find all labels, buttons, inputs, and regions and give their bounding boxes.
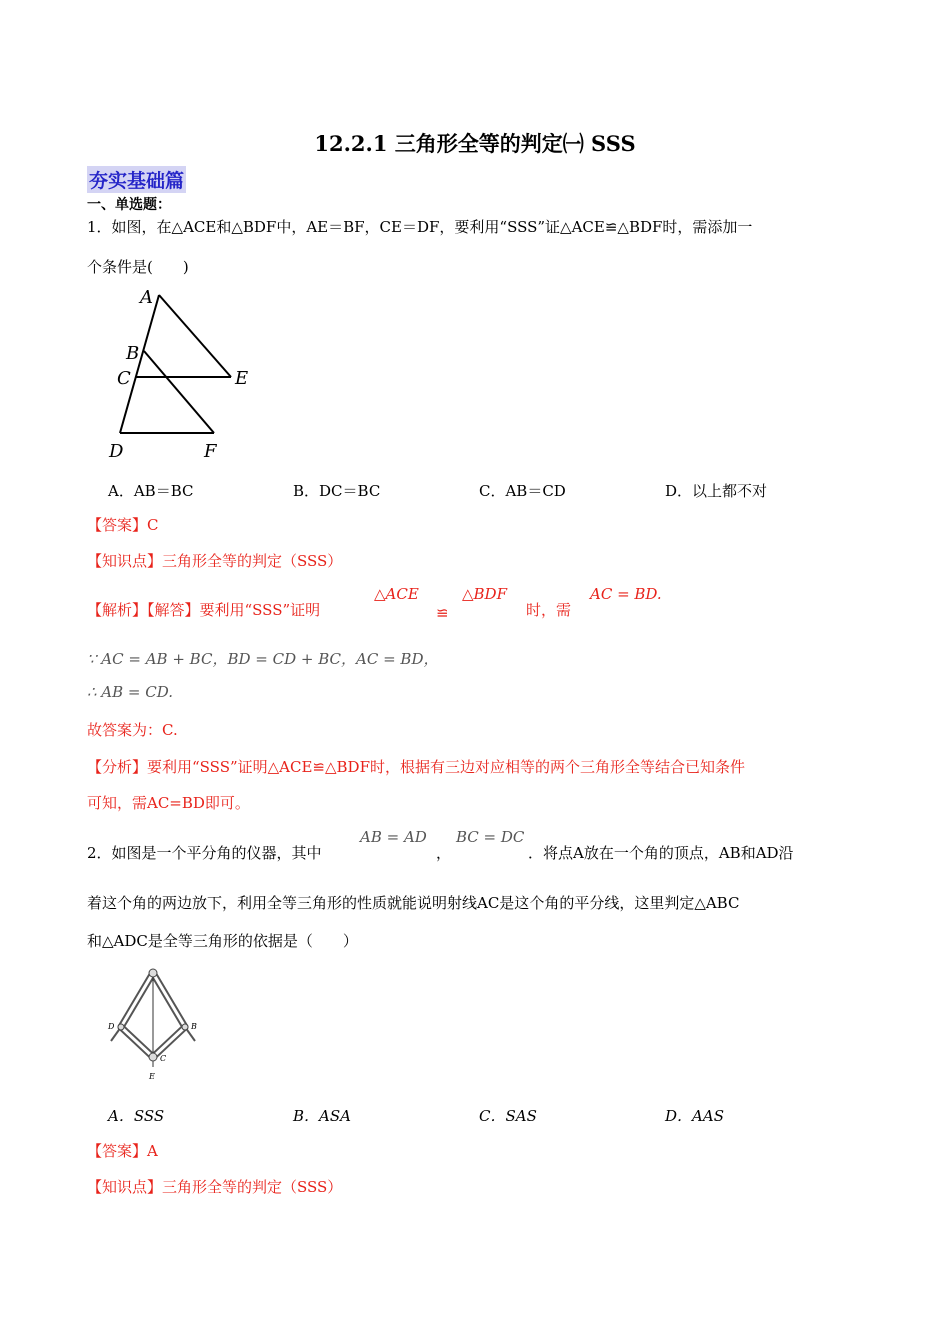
q1-analysis-congruent: ≌ <box>436 604 449 622</box>
hinge-a <box>149 969 157 977</box>
q1-choose-line: 故答案为：C. <box>87 721 178 739</box>
q1-analysis-prefix: 【解析】【解答】要利用“SSS”证明 <box>87 601 321 619</box>
q2-stem-line1-b: ．将点A放在一个角的顶点，AB和AD沿 <box>528 844 794 862</box>
q1-because-line: ∵ AC = AB + BC，BD = CD + BC，AC = BD， <box>87 650 439 668</box>
line-ae <box>159 295 231 377</box>
q2-math-ab-ad: AB = AD <box>360 828 427 846</box>
q1-triangle-figure <box>100 285 270 465</box>
q2-instrument-figure <box>103 965 203 1085</box>
label-c2: C <box>160 1054 167 1063</box>
q1-analysis-mid: 时，需 <box>526 601 572 619</box>
q1-analysis-math-ace: △ACE <box>374 585 419 603</box>
q2-stem-line3: 和△ADC是全等三角形的依据是（ ） <box>87 932 358 950</box>
hinge-b <box>182 1024 188 1030</box>
q1-knowledge: 【知识点】三角形全等的判定（SSS） <box>87 552 343 570</box>
q2-stem-sep: ， <box>436 844 452 862</box>
q2-stem-line2: 着这个角的两边放下，利用全等三角形的性质就能说明射线AC是这个角的平分线，这里判定△ABC <box>87 894 740 912</box>
q1-therefore-line: ∴ AB = CD. <box>87 683 174 701</box>
q1-stem-line2: 个条件是( ) <box>87 258 189 276</box>
q1-option-d[interactable]: D．以上都不对 <box>665 482 768 500</box>
line-bf <box>144 351 214 433</box>
q1-option-a[interactable]: A．AB＝BC <box>108 482 194 500</box>
label-b2: B <box>191 1022 197 1031</box>
q1-option-c[interactable]: C．AB＝CD <box>479 482 566 500</box>
hinge-d <box>118 1024 124 1030</box>
page-title: 12.2.1 三角形全等的判定㈠ SSS <box>314 131 636 156</box>
q2-option-a[interactable]: A．SSS <box>108 1107 165 1125</box>
label-c: C <box>117 368 131 389</box>
q2-math-bc-dc: BC = DC <box>456 828 525 846</box>
label-e2: E <box>149 1072 155 1081</box>
hinge-c <box>149 1053 157 1061</box>
label-d: D <box>109 441 124 462</box>
label-b: B <box>126 343 140 364</box>
q1-option-b[interactable]: B．DC＝BC <box>293 482 381 500</box>
label-e: E <box>235 368 249 389</box>
q2-answer: 【答案】A <box>87 1142 158 1160</box>
section-heading: 夯实基础篇 <box>87 166 186 193</box>
q1-analysis-math-bdf: △BDF <box>462 585 507 603</box>
label-d2: D <box>108 1022 115 1031</box>
q1-fenxi-line1: 【分析】要利用“SSS”证明△ACE≌△BDF时，根据有三边对应相等的两个三角形全等结合已知条件 <box>87 758 745 776</box>
q2-stem-line1-a: 2．如图是一个平分角的仪器，其中 <box>87 844 322 862</box>
q1-fenxi-line2: 可知，需AC=BD即可。 <box>87 794 250 812</box>
q1-stem-line1: 1．如图，在△ACE和△BDF中，AE＝BF，CE＝DF，要利用“SSS”证△ACE≌△BDF时，需添加一 <box>87 218 753 236</box>
q2-option-b[interactable]: B．ASA <box>293 1107 351 1125</box>
q2-knowledge: 【知识点】三角形全等的判定（SSS） <box>87 1178 343 1196</box>
label-f: F <box>204 441 217 462</box>
q2-option-d[interactable]: D．AAS <box>665 1107 724 1125</box>
q1-analysis-math-acbd: AC = BD. <box>590 585 662 603</box>
subsection-heading: 一、单选题： <box>87 197 171 213</box>
q1-answer: 【答案】C <box>87 516 159 534</box>
line-af <box>120 295 159 433</box>
q2-option-c[interactable]: C．SAS <box>479 1107 537 1125</box>
label-a: A <box>140 287 153 308</box>
